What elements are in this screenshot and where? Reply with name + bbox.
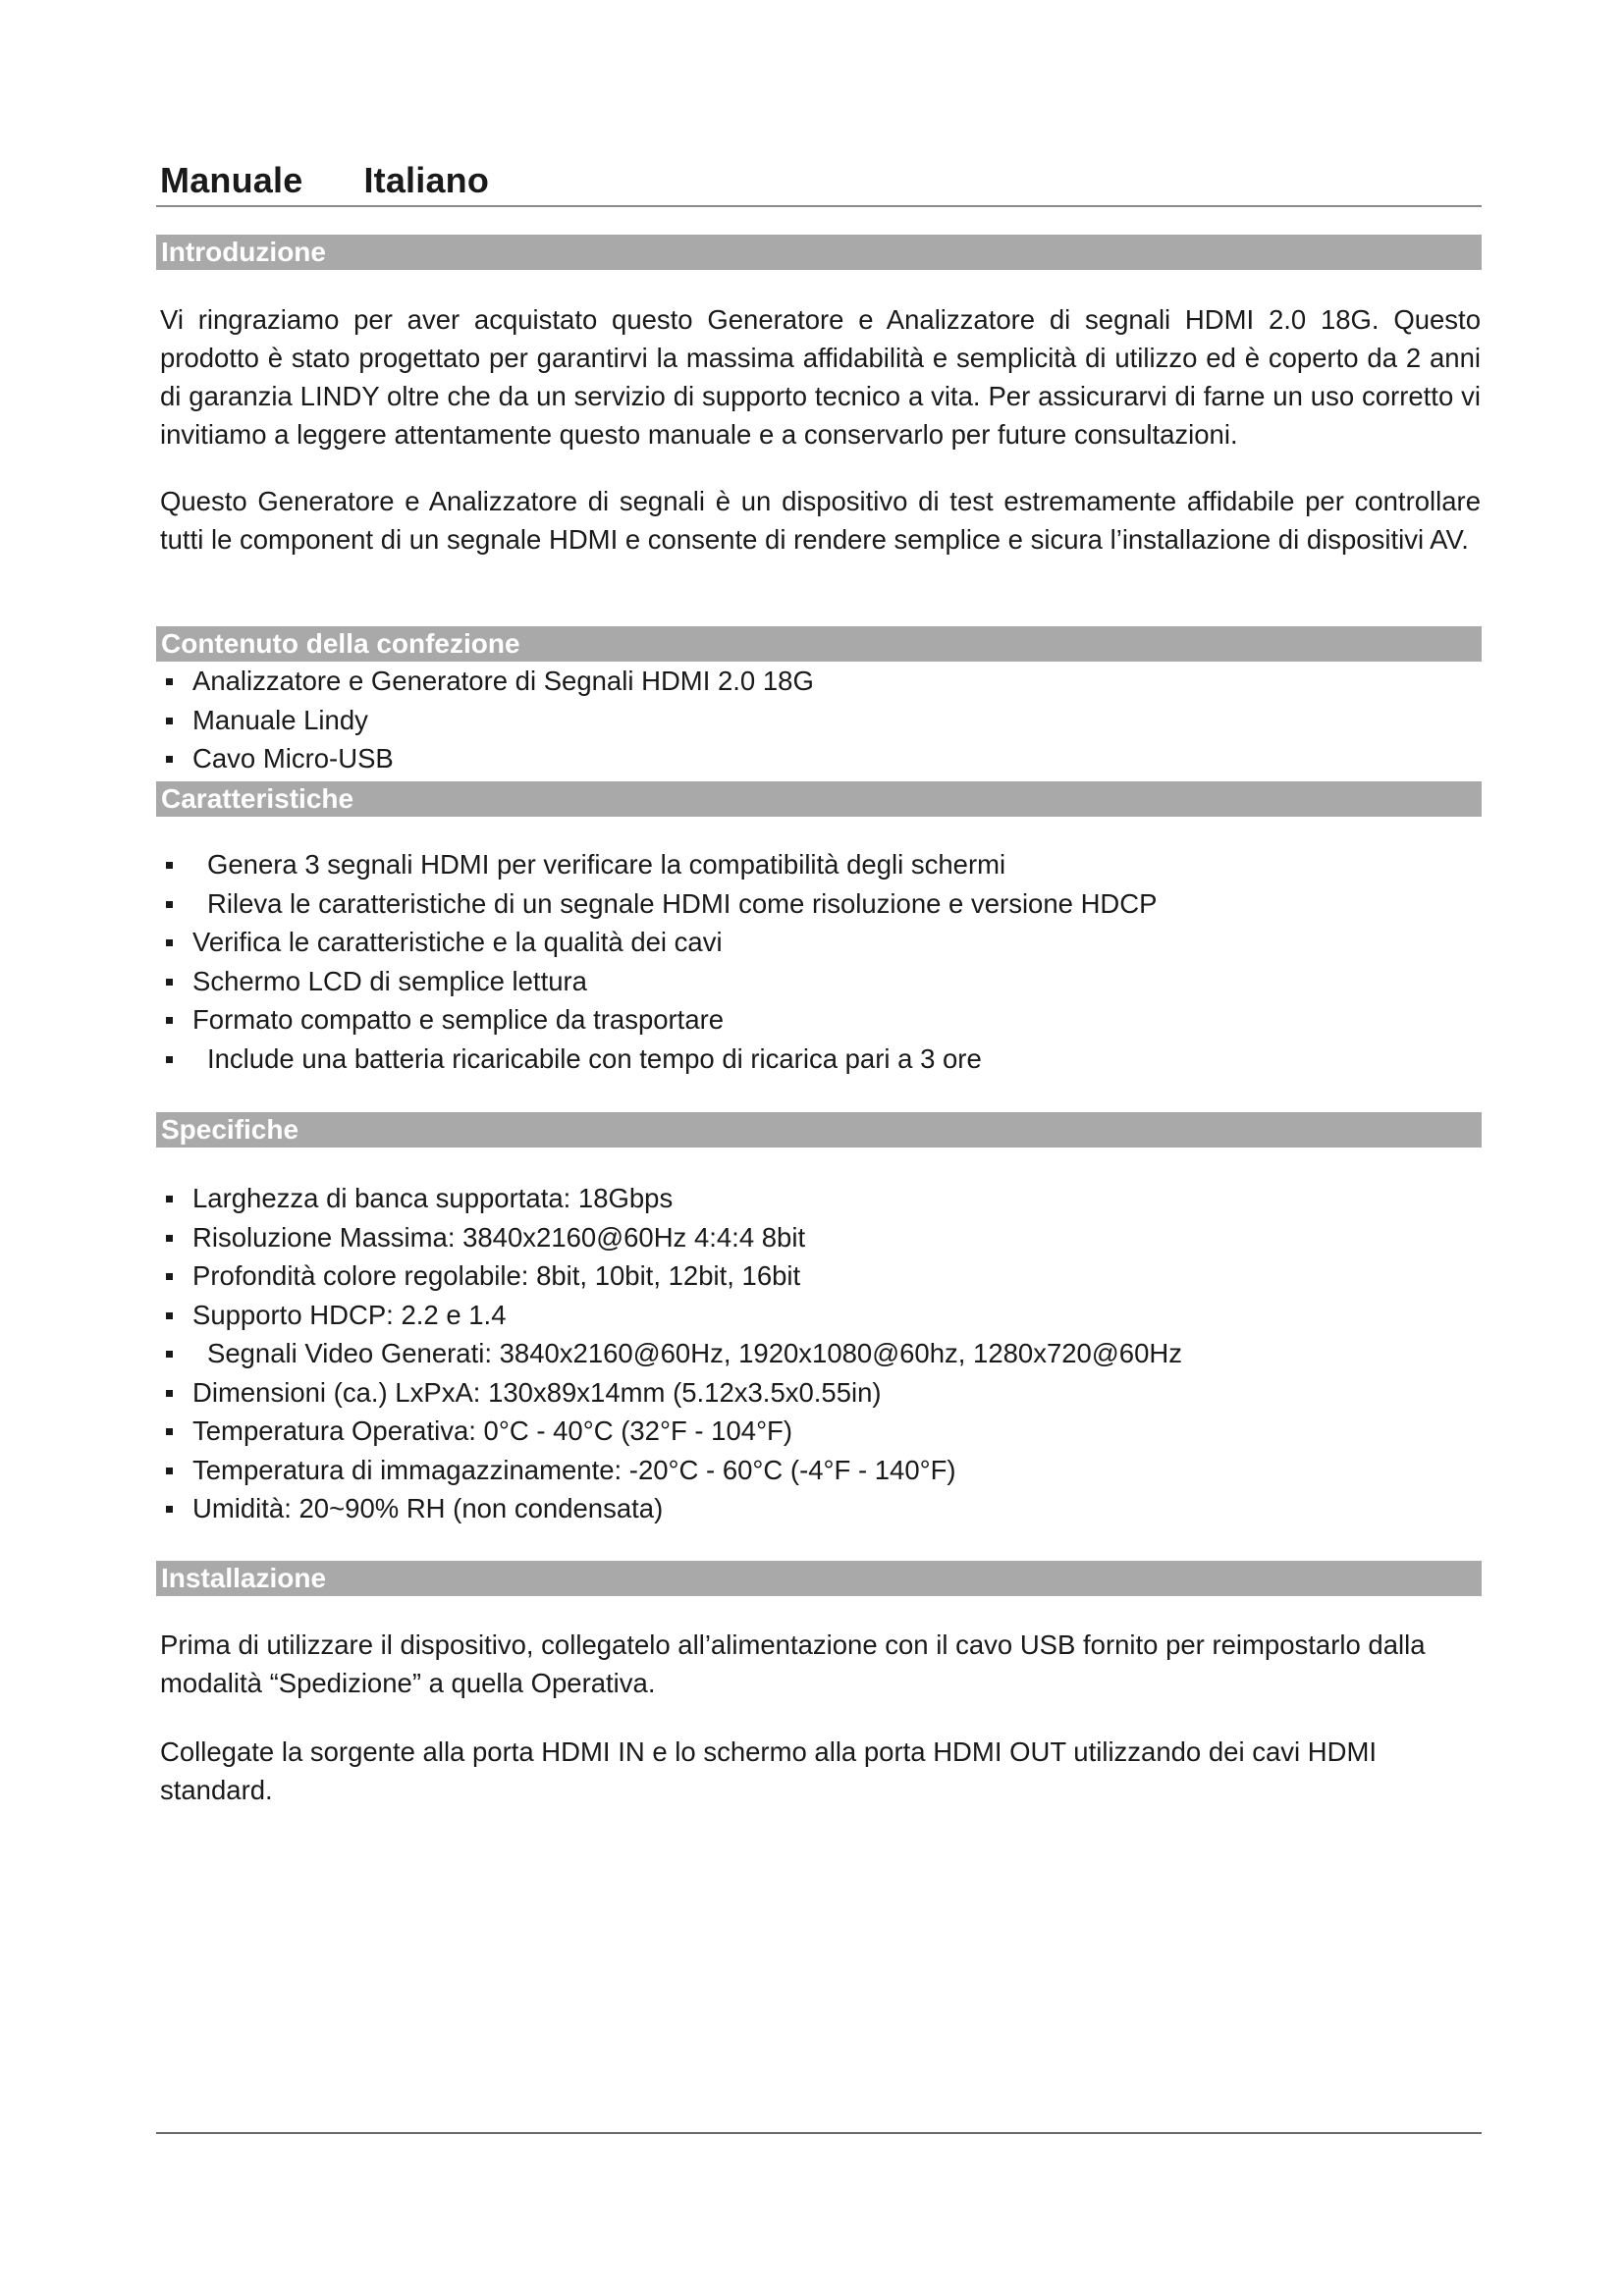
package-contents-list [160, 662, 814, 778]
section-heading-introduzione: Introduzione [156, 235, 1482, 270]
list-item: Rileva le caratteristiche di un segnale HDMI come risoluzione e versione HDCP [160, 884, 1158, 924]
title-divider [156, 205, 1482, 207]
intro-paragraph-2: Questo Generatore e Analizzatore di segnali è un dispositivo di test estremamente affidabile per controllare tutti le component di un segnale HDMI e consente di rendere semplice e sicura l’installazione di dispositivi AV. [160, 486, 1481, 555]
title-word-language: Italiano [363, 160, 490, 200]
list-item: Temperatura Operativa: 0°C - 40°C (32°F - 104°F) [160, 1412, 1182, 1451]
section-heading-specifiche: Specifiche [156, 1112, 1482, 1148]
footer-divider [156, 2132, 1482, 2134]
list-item: Dimensioni (ca.) LxPxA: 130x89x14mm (5.12x3.5x0.55in) [160, 1373, 1182, 1413]
list-item: Formato compatto e semplice da trasportare [160, 1000, 1158, 1040]
list-item: Analizzatore e Generatore di Segnali HDMI 2.0 18G [160, 662, 814, 701]
section-heading-installazione: Installazione [156, 1561, 1482, 1596]
list-item: Cavo Micro-USB [160, 739, 814, 778]
features-list [160, 845, 1158, 1078]
specifications-list [160, 1179, 1182, 1528]
install-paragraph-1: Prima di utilizzare il dispositivo, collegatelo all’alimentazione con il cavo USB fornito per reimpostarlo dalla modalità “Spedizione” a quella Operativa. [160, 1629, 1426, 1698]
section-heading-contenuto: Contenuto della confezione [156, 626, 1482, 662]
page-title [160, 160, 489, 201]
list-item: Profondità colore regolabile: 8bit, 10bit, 12bit, 16bit [160, 1256, 1182, 1296]
section-heading-caratteristiche: Caratteristiche [156, 781, 1482, 817]
list-item: Verifica le caratteristiche e la qualità dei cavi [160, 923, 1158, 962]
list-item: Include una batteria ricaricabile con tempo di ricarica pari a 3 ore [160, 1040, 1158, 1079]
list-item: Supporto HDCP: 2.2 e 1.4 [160, 1296, 1182, 1335]
intro-paragraph-1: Vi ringraziamo per aver acquistato questo Generatore e Analizzatore di segnali HDMI 2.0 18G. Questo prodotto è stato progettato per garantirvi la massima affidabilità e semplicità di utilizzo ed è coperto da 2 anni di garanzia LINDY oltre che da un servizio di supporto tecnico a vita. Per assicurarvi di farne un uso corretto vi invitiamo a leggere attentamente questo manuale e a conservarlo per future consultazioni. [160, 304, 1481, 450]
list-item: Schermo LCD di semplice lettura [160, 962, 1158, 1001]
list-item: Manuale Lindy [160, 701, 814, 740]
list-item: Risoluzione Massima: 3840x2160@60Hz 4:4:4 8bit [160, 1218, 1182, 1257]
title-word-manuale: Manuale [160, 160, 303, 200]
list-item: Umidità: 20~90% RH (non condensata) [160, 1489, 1182, 1528]
list-item: Genera 3 segnali HDMI per verificare la compatibilità degli schermi [160, 845, 1158, 884]
install-paragraph-2: Collegate la sorgente alla porta HDMI IN e lo schermo alla porta HDMI OUT utilizzando dei cavi HDMI standard. [160, 1736, 1378, 1805]
list-item: Larghezza di banca supportata: 18Gbps [160, 1179, 1182, 1218]
list-item: Segnali Video Generati: 3840x2160@60Hz, 1920x1080@60hz, 1280x720@60Hz [160, 1334, 1182, 1373]
list-item: Temperatura di immagazzinamente: -20°C - 60°C (-4°F - 140°F) [160, 1451, 1182, 1490]
